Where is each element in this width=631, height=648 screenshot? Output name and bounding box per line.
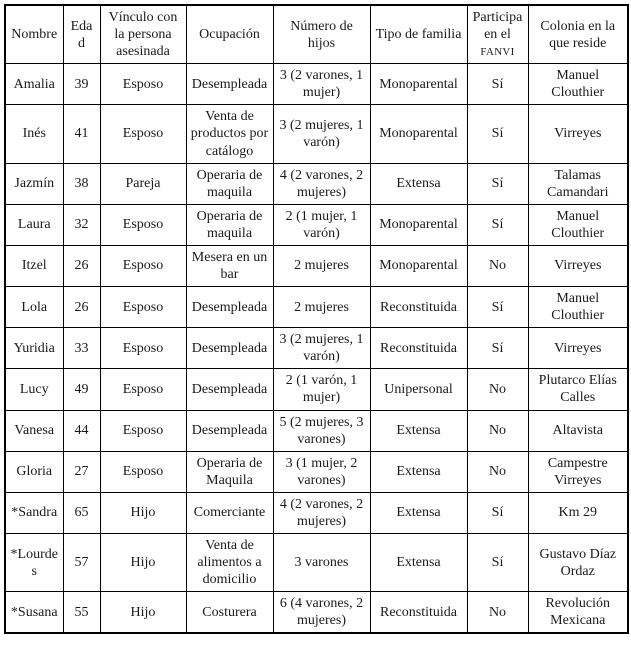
cell-colonia: Talamas Camandari [528, 163, 628, 204]
cell-nombre: Vanesa [5, 410, 63, 451]
cell-ocupacion: Operaria de maquila [186, 204, 273, 245]
cell-nombre: Amalia [5, 64, 63, 105]
cell-edad: 65 [63, 492, 100, 533]
cell-hijos: 6 (4 varones, 2 mujeres) [273, 592, 370, 634]
table-row [5, 328, 628, 369]
cell-familia: Reconstituida [370, 328, 467, 369]
cell-familia: Monoparental [370, 245, 467, 286]
column-header-familia [370, 5, 467, 64]
cell-ocupacion: Venta de alimentos a domicilio [186, 534, 273, 592]
cell-ocupacion: Desempleada [186, 328, 273, 369]
cell-familia: Monoparental [370, 204, 467, 245]
cell-nombre: Lucy [5, 369, 63, 410]
cell-ocupacion: Operaria de maquila [186, 163, 273, 204]
table-row [5, 105, 628, 163]
cell-edad: 41 [63, 105, 100, 163]
cell-fanvi: No [467, 369, 528, 410]
cell-edad: 32 [63, 204, 100, 245]
cell-edad: 39 [63, 64, 100, 105]
cell-vinculo: Esposo [100, 369, 186, 410]
column-header-label: Número de hijos [290, 18, 353, 51]
table-row [5, 204, 628, 245]
cell-familia: Extensa [370, 534, 467, 592]
table-header-row [5, 5, 628, 64]
cell-edad: 55 [63, 592, 100, 634]
cell-edad: 38 [63, 163, 100, 204]
cell-vinculo: Hijo [100, 492, 186, 533]
cell-colonia: Virreyes [528, 245, 628, 286]
table-row [5, 287, 628, 328]
cell-edad: 26 [63, 245, 100, 286]
column-header-hijos [273, 5, 370, 64]
cell-ocupacion: Venta de productos por catálogo [186, 105, 273, 163]
cell-colonia: Altavista [528, 410, 628, 451]
cell-hijos: 3 (2 mujeres, 1 varón) [273, 328, 370, 369]
column-header-label: Participa en el [472, 10, 523, 43]
cell-ocupacion: Comerciante [186, 492, 273, 533]
table-row [5, 410, 628, 451]
cell-edad: 49 [63, 369, 100, 410]
cell-fanvi: No [467, 592, 528, 634]
cell-fanvi: Sí [467, 105, 528, 163]
table-row [5, 369, 628, 410]
column-header-colonia [528, 5, 628, 64]
table-row [5, 534, 628, 592]
cell-edad: 26 [63, 287, 100, 328]
cell-fanvi: No [467, 410, 528, 451]
cell-colonia: Manuel Clouthier [528, 64, 628, 105]
cell-nombre: Itzel [5, 245, 63, 286]
cell-hijos: 4 (2 varones, 2 mujeres) [273, 163, 370, 204]
cell-colonia: Plutarco Elías Calles [528, 369, 628, 410]
cell-hijos: 3 (2 mujeres, 1 varón) [273, 105, 370, 163]
cell-ocupacion: Mesera en un bar [186, 245, 273, 286]
column-header-fanvi [467, 5, 528, 64]
cell-fanvi: Sí [467, 328, 528, 369]
cell-hijos: 2 mujeres [273, 245, 370, 286]
table-row [5, 245, 628, 286]
cell-ocupacion: Desempleada [186, 410, 273, 451]
cell-fanvi: Sí [467, 204, 528, 245]
cell-fanvi: Sí [467, 287, 528, 328]
cell-hijos: 2 mujeres [273, 287, 370, 328]
cell-familia: Reconstituida [370, 592, 467, 634]
cell-familia: Extensa [370, 410, 467, 451]
cell-colonia: Virreyes [528, 105, 628, 163]
cell-colonia: Campestre Virreyes [528, 451, 628, 492]
cell-fanvi: Sí [467, 492, 528, 533]
column-header-edad [63, 5, 100, 64]
table-row [5, 592, 628, 634]
cell-colonia: Revolución Mexicana [528, 592, 628, 634]
cell-nombre: *Sandra [5, 492, 63, 533]
cell-colonia: Virreyes [528, 328, 628, 369]
cell-vinculo: Pareja [100, 163, 186, 204]
table-row [5, 492, 628, 533]
cell-hijos: 3 (1 mujer, 2 varones) [273, 451, 370, 492]
cell-nombre: *Susana [5, 592, 63, 634]
cell-vinculo: Esposo [100, 204, 186, 245]
cell-hijos: 5 (2 mujeres, 3 varones) [273, 410, 370, 451]
cell-fanvi: Sí [467, 163, 528, 204]
cell-familia: Extensa [370, 492, 467, 533]
cell-nombre: Gloria [5, 451, 63, 492]
cell-vinculo: Hijo [100, 592, 186, 634]
column-header-vinculo [100, 5, 186, 64]
column-header-label: Colonia en la que reside [540, 18, 616, 51]
cell-ocupacion: Costurera [186, 592, 273, 634]
column-header-smallcaps-label: FANVI [480, 46, 515, 59]
cell-fanvi: Sí [467, 64, 528, 105]
cell-familia: Monoparental [370, 64, 467, 105]
cell-vinculo: Hijo [100, 534, 186, 592]
cell-hijos: 3 (2 varones, 1 mujer) [273, 64, 370, 105]
cell-vinculo: Esposo [100, 105, 186, 163]
cell-colonia: Km 29 [528, 492, 628, 533]
table-row [5, 64, 628, 105]
cell-vinculo: Esposo [100, 451, 186, 492]
cell-familia: Extensa [370, 451, 467, 492]
cell-edad: 57 [63, 534, 100, 592]
cell-edad: 33 [63, 328, 100, 369]
cell-colonia: Manuel Clouthier [528, 204, 628, 245]
cell-vinculo: Esposo [100, 410, 186, 451]
column-header-label: Vínculo con la persona asesinada [108, 10, 178, 60]
column-header-ocupacion [186, 5, 273, 64]
column-header-label: Ocupación [199, 27, 260, 43]
cell-familia: Monoparental [370, 105, 467, 163]
column-header-nombre [5, 5, 63, 64]
cell-nombre: Yuridia [5, 328, 63, 369]
cell-vinculo: Esposo [100, 64, 186, 105]
cell-familia: Reconstituida [370, 287, 467, 328]
table-row [5, 451, 628, 492]
cell-ocupacion: Desempleada [186, 287, 273, 328]
cell-nombre: Jazmín [5, 163, 63, 204]
table-row [5, 163, 628, 204]
cell-colonia: Manuel Clouthier [528, 287, 628, 328]
cell-nombre: Inés [5, 105, 63, 163]
cell-fanvi: No [467, 245, 528, 286]
cell-colonia: Gustavo Díaz Ordaz [528, 534, 628, 592]
cell-hijos: 3 varones [273, 534, 370, 592]
cell-hijos: 2 (1 mujer, 1 varón) [273, 204, 370, 245]
cell-edad: 44 [63, 410, 100, 451]
column-header-label: Tipo de familia [375, 27, 462, 43]
cell-hijos: 4 (2 varones, 2 mujeres) [273, 492, 370, 533]
column-header-label: Nombre [11, 27, 58, 43]
cell-nombre: *Lourdes [5, 534, 63, 592]
cell-familia: Extensa [370, 163, 467, 204]
column-header-label: Edad [70, 18, 93, 51]
cell-fanvi: No [467, 451, 528, 492]
cell-ocupacion: Operaria de Maquila [186, 451, 273, 492]
cell-ocupacion: Desempleada [186, 369, 273, 410]
participants-table [4, 4, 629, 634]
cell-vinculo: Esposo [100, 245, 186, 286]
cell-familia: Unipersonal [370, 369, 467, 410]
table-body [5, 64, 628, 634]
cell-vinculo: Esposo [100, 328, 186, 369]
cell-vinculo: Esposo [100, 287, 186, 328]
cell-edad: 27 [63, 451, 100, 492]
cell-fanvi: Sí [467, 534, 528, 592]
cell-ocupacion: Desempleada [186, 64, 273, 105]
cell-nombre: Lola [5, 287, 63, 328]
cell-nombre: Laura [5, 204, 63, 245]
cell-hijos: 2 (1 varón, 1 mujer) [273, 369, 370, 410]
